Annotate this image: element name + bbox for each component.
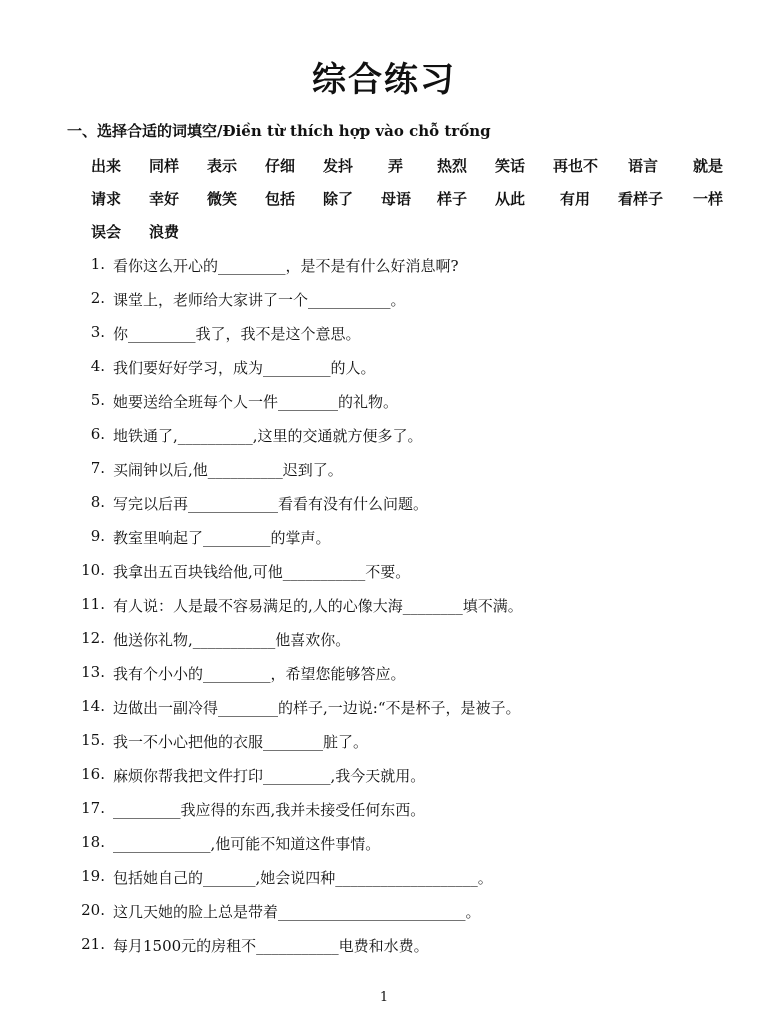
word-bank-row [91, 155, 731, 188]
page-title: 综合练习 [312, 60, 456, 100]
question-number: 1. [90, 255, 105, 273]
question-text: 课堂上，老师给大家讲了一个___________。 [113, 291, 406, 309]
question-text: 边做出一副冷得________的样子,一边说:“不是杯子，是被子。 [113, 699, 521, 717]
word-bank-item: 包括 [265, 190, 296, 208]
question-text: 教室里响起了_________的掌声。 [113, 529, 331, 547]
question-number: 13. [81, 663, 105, 681]
word-bank-item: 笑话 [495, 157, 526, 175]
question-number: 12. [81, 629, 105, 647]
question-number: 4. [90, 357, 105, 375]
question-text: 地铁通了,__________,这里的交通就方便多了。 [113, 427, 423, 445]
question-item [0, 697, 768, 731]
question-item [0, 391, 768, 425]
word-bank [91, 155, 731, 254]
word-bank-item: 同样 [149, 157, 180, 175]
question-number: 3. [90, 323, 105, 341]
word-bank-item: 看样子 [618, 190, 664, 208]
word-bank-item: 浪费 [149, 223, 180, 241]
question-number: 9. [90, 527, 105, 545]
word-bank-item: 幸好 [149, 190, 180, 208]
question-number: 6. [90, 425, 105, 443]
section-heading: 一、选择合适的词填空/Điền từ thích hợp vào chỗ trống [67, 122, 491, 140]
question-item [0, 255, 768, 289]
question-text: 我一不小心把他的衣服________脏了。 [113, 733, 369, 751]
word-bank-item: 就是 [693, 157, 724, 175]
word-bank-row [91, 221, 731, 254]
question-item [0, 765, 768, 799]
word-bank-item: 误会 [91, 223, 122, 241]
question-number: 5. [90, 391, 105, 409]
question-item [0, 799, 768, 833]
question-text: _____________,他可能不知道这件事情。 [113, 835, 381, 853]
question-number: 8. [90, 493, 105, 511]
question-number: 2. [90, 289, 105, 307]
question-number: 10. [81, 561, 105, 579]
question-text: 我们要好好学习，成为_________的人。 [113, 359, 376, 377]
question-number: 15. [81, 731, 105, 749]
question-item [0, 595, 768, 629]
word-bank-item: 有用 [560, 190, 591, 208]
question-item [0, 323, 768, 357]
question-item [0, 867, 768, 901]
question-text: _________我应得的东西,我并未接受任何东西。 [113, 801, 426, 819]
word-bank-item: 出来 [91, 157, 122, 175]
question-item [0, 357, 768, 391]
question-number: 19. [81, 867, 105, 885]
question-item [0, 901, 768, 935]
question-item [0, 731, 768, 765]
question-number: 16. [81, 765, 105, 783]
question-item [0, 935, 768, 969]
word-bank-item: 表示 [207, 157, 238, 175]
question-text: 他送你礼物,___________他喜欢你。 [113, 631, 351, 649]
question-list [0, 255, 768, 969]
question-number: 17. [81, 799, 105, 817]
question-text: 我有个小小的_________，希望您能够答应。 [113, 665, 406, 683]
question-item [0, 459, 768, 493]
word-bank-item: 除了 [323, 190, 354, 208]
question-text: 麻烦你帮我把文件打印_________,我今天就用。 [113, 767, 426, 785]
question-text: 我拿出五百块钱给他,可他___________不要。 [113, 563, 411, 581]
word-bank-item: 微笑 [207, 190, 238, 208]
question-text: 有人说：人是最不容易满足的,人的心像大海________填不满。 [113, 597, 523, 615]
question-text: 她要送给全班每个人一件________的礼物。 [113, 393, 399, 411]
word-bank-item: 再也不 [553, 157, 599, 175]
question-text: 这几天她的脸上总是带着_________________________。 [113, 903, 481, 921]
word-bank-row [91, 188, 731, 221]
question-item [0, 527, 768, 561]
question-item [0, 561, 768, 595]
word-bank-item: 热烈 [437, 157, 468, 175]
question-text: 看你这么开心的_________，是不是有什么好消息啊? [113, 257, 459, 275]
question-item [0, 289, 768, 323]
question-item [0, 663, 768, 697]
word-bank-item: 仔细 [265, 157, 296, 175]
word-bank-item: 母语 [381, 190, 412, 208]
question-text: 包括她自己的_______,她会说四种___________________。 [113, 869, 493, 887]
question-number: 14. [81, 697, 105, 715]
question-number: 21. [81, 935, 105, 953]
question-text: 每月1500元的房租不___________电费和水费。 [113, 937, 429, 955]
word-bank-item: 一样 [693, 190, 724, 208]
question-number: 7. [90, 459, 105, 477]
page-number: 1 [379, 990, 389, 1005]
question-text: 买闹钟以后,他__________迟到了。 [113, 461, 343, 479]
question-text: 你_________我了，我不是这个意思。 [113, 325, 361, 343]
question-item [0, 833, 768, 867]
word-bank-item: 从此 [495, 190, 526, 208]
word-bank-item: 发抖 [323, 157, 354, 175]
word-bank-item: 弄 [388, 157, 404, 175]
word-bank-item: 语言 [628, 157, 659, 175]
question-item [0, 493, 768, 527]
question-item [0, 425, 768, 459]
question-number: 20. [81, 901, 105, 919]
question-number: 11. [81, 595, 105, 613]
question-item [0, 629, 768, 663]
question-number: 18. [81, 833, 105, 851]
question-text: 写完以后再____________看看有没有什么问题。 [113, 495, 429, 513]
word-bank-item: 样子 [437, 190, 468, 208]
word-bank-item: 请求 [91, 190, 122, 208]
